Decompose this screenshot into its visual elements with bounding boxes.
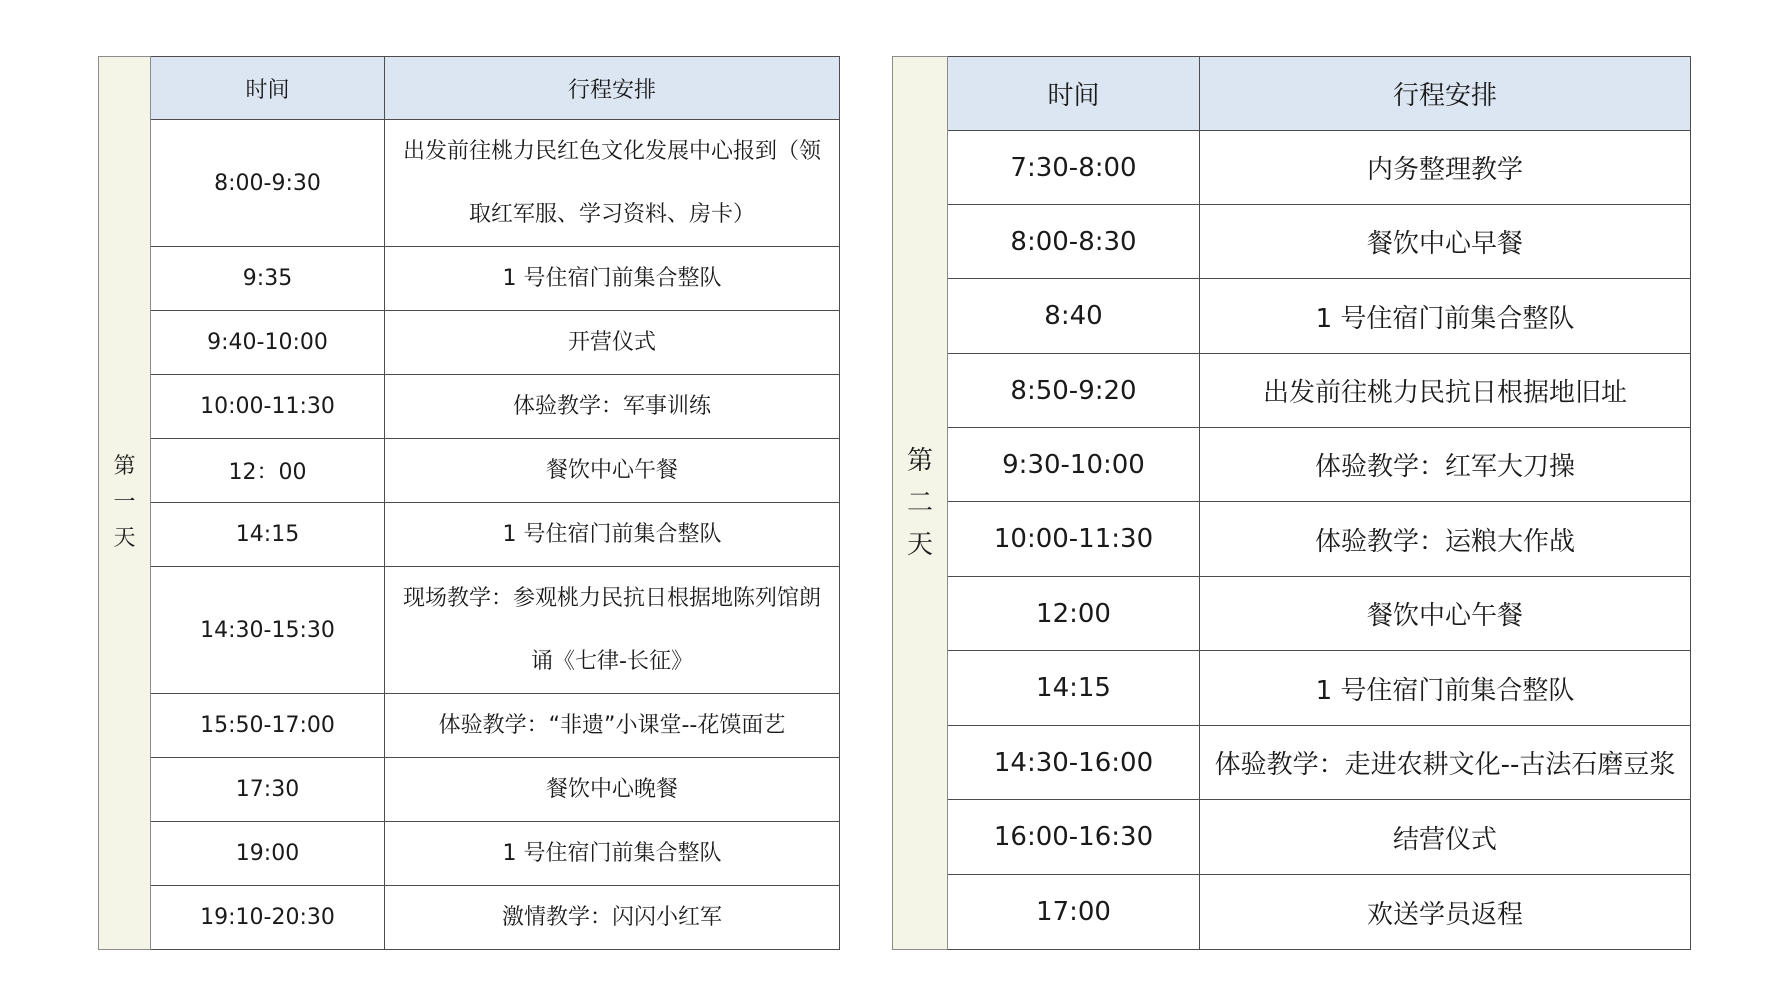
time-cell: 10:00-11:30: [151, 375, 385, 439]
table-row: [99, 567, 840, 694]
time-cell: 14:30-15:30: [151, 567, 385, 694]
table-row: [893, 875, 1691, 950]
activity-cell: 出发前往桃力民红色文化发展中心报到（领取红军服、学习资料、房卡）: [385, 120, 840, 247]
time-cell: 15:50-17:00: [151, 694, 385, 758]
day-label-char: 第: [113, 454, 136, 479]
time-cell: 8:00-8:30: [948, 205, 1200, 279]
activity-cell: 餐饮中心晚餐: [385, 758, 840, 822]
activity-cell: 1 号住宿门前集合整队: [1200, 279, 1691, 354]
day-label-char: 天: [906, 530, 933, 560]
table-row: [99, 247, 840, 311]
time-header: 时间: [948, 57, 1200, 131]
activity-cell: 1 号住宿门前集合整队: [385, 503, 840, 567]
day-label-char: 第: [906, 446, 933, 476]
time-cell: 14:30-16:00: [948, 726, 1200, 800]
table-row: [893, 651, 1691, 726]
table-row: [99, 439, 840, 503]
day-label-cell: [99, 57, 151, 950]
table-row: [893, 131, 1691, 205]
activity-cell: 激情教学：闪闪小红军: [385, 886, 840, 950]
table-row: [99, 694, 840, 758]
time-cell: 19:00: [151, 822, 385, 886]
activity-cell: 开营仪式: [385, 311, 840, 375]
activity-cell: 1 号住宿门前集合整队: [385, 822, 840, 886]
time-cell: 9:30-10:00: [948, 428, 1200, 502]
table-row: [99, 758, 840, 822]
time-cell: 19:10-20:30: [151, 886, 385, 950]
activity-cell: 现场教学：参观桃力民抗日根据地陈列馆朗诵《七律-长征》: [385, 567, 840, 694]
table-header-row: [99, 57, 840, 120]
time-cell: 12：00: [151, 439, 385, 503]
schedule-header: 行程安排: [385, 57, 840, 120]
activity-cell: 体验教学：军事训练: [385, 375, 840, 439]
activity-cell: 1 号住宿门前集合整队: [1200, 651, 1691, 726]
time-cell: 10:00-11:30: [948, 502, 1200, 577]
table-row: [99, 822, 840, 886]
day-2-schedule-table: [892, 56, 1691, 950]
activity-cell: 体验教学：红军大刀操: [1200, 428, 1691, 502]
table-row: [893, 502, 1691, 577]
time-cell: 7:30-8:00: [948, 131, 1200, 205]
time-cell: 9:40-10:00: [151, 311, 385, 375]
day-label-char: 一: [113, 490, 136, 515]
time-cell: 9:35: [151, 247, 385, 311]
activity-cell: 内务整理教学: [1200, 131, 1691, 205]
time-header: 时间: [151, 57, 385, 120]
table-row: [893, 800, 1691, 875]
table-row: [99, 503, 840, 567]
activity-cell: 体验教学：走进农耕文化--古法石磨豆浆: [1200, 726, 1691, 800]
time-cell: 14:15: [948, 651, 1200, 726]
table-row: [99, 375, 840, 439]
activity-cell: 餐饮中心午餐: [1200, 577, 1691, 651]
table-row: [99, 120, 840, 247]
time-cell: 14:15: [151, 503, 385, 567]
activity-cell: 1 号住宿门前集合整队: [385, 247, 840, 311]
table-row: [893, 205, 1691, 279]
time-cell: 8:50-9:20: [948, 354, 1200, 428]
activity-cell: 出发前往桃力民抗日根据地旧址: [1200, 354, 1691, 428]
table-row: [893, 354, 1691, 428]
activity-cell: 餐饮中心早餐: [1200, 205, 1691, 279]
time-cell: 8:00-9:30: [151, 120, 385, 247]
time-cell: 8:40: [948, 279, 1200, 354]
table-row: [893, 279, 1691, 354]
time-cell: 12:00: [948, 577, 1200, 651]
activity-cell: 体验教学：“非遗”小课堂--花馍面艺: [385, 694, 840, 758]
day-label-char: 二: [906, 488, 933, 518]
time-cell: 17:00: [948, 875, 1200, 950]
activity-cell: 结营仪式: [1200, 800, 1691, 875]
day-label: [907, 432, 933, 574]
schedule-header: 行程安排: [1200, 57, 1691, 131]
day-label: [113, 442, 135, 564]
table-row: [893, 726, 1691, 800]
day-1-schedule-table: [98, 56, 840, 950]
activity-cell: 体验教学：运粮大作战: [1200, 502, 1691, 577]
day-label-cell: [893, 57, 948, 950]
time-cell: 16:00-16:30: [948, 800, 1200, 875]
day-label-char: 天: [113, 526, 136, 551]
table-row: [99, 311, 840, 375]
activity-cell: 餐饮中心午餐: [385, 439, 840, 503]
table-row: [99, 886, 840, 950]
time-cell: 17:30: [151, 758, 385, 822]
table-row: [893, 577, 1691, 651]
table-header-row: [893, 57, 1691, 131]
activity-cell: 欢送学员返程: [1200, 875, 1691, 950]
table-row: [893, 428, 1691, 502]
